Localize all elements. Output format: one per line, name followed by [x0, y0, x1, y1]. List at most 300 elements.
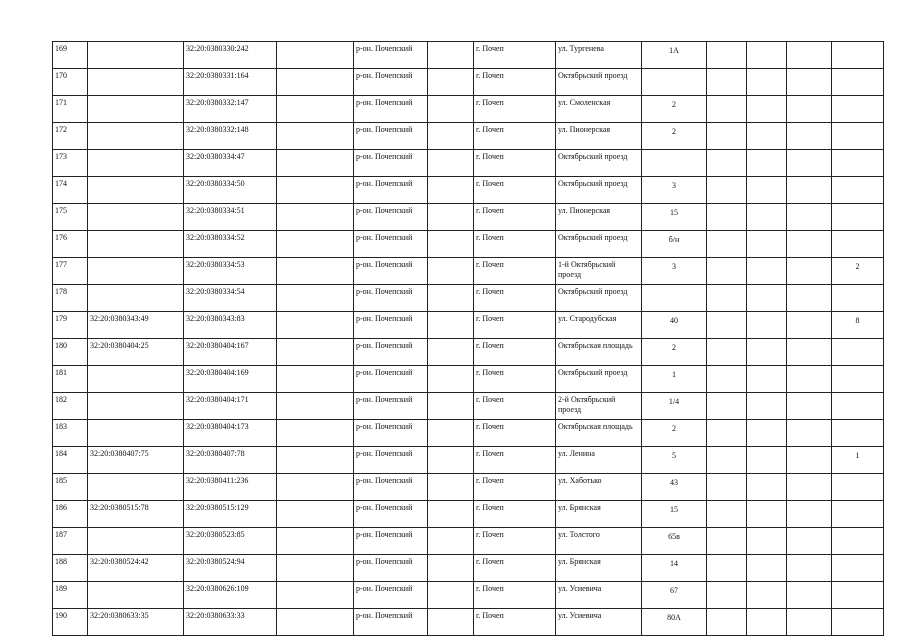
empty-cell [787, 150, 832, 177]
land-cadastral-number-cell [88, 366, 184, 393]
land-cadastral-number-cell: 32:20:0380404:25 [88, 339, 184, 366]
empty-cell [747, 204, 787, 231]
empty-cell [707, 258, 747, 285]
land-cadastral-number-cell [88, 582, 184, 609]
extra-value-cell [832, 474, 884, 501]
house-number-cell: 43 [642, 474, 707, 501]
empty-cell [787, 177, 832, 204]
empty-cell [277, 420, 354, 447]
street-cell: Октябрьский проезд [556, 231, 642, 258]
row-number-cell: 178 [53, 285, 88, 312]
house-number-cell: 1 [642, 366, 707, 393]
empty-cell [787, 69, 832, 96]
cadastral-number-cell: 32:20:0380404:171 [184, 393, 277, 420]
extra-value-cell [832, 69, 884, 96]
row-number-cell: 174 [53, 177, 88, 204]
city-cell: г. Почеп [474, 393, 556, 420]
table-row [53, 69, 884, 96]
district-cell: р-он. Почепский [354, 474, 428, 501]
row-number-cell: 171 [53, 96, 88, 123]
row-number-cell: 186 [53, 501, 88, 528]
empty-cell [787, 474, 832, 501]
empty-cell [787, 42, 832, 69]
city-cell: г. Почеп [474, 312, 556, 339]
table-row [53, 609, 884, 636]
table-row [53, 123, 884, 150]
empty-cell [707, 312, 747, 339]
empty-cell [707, 420, 747, 447]
city-cell: г. Почеп [474, 285, 556, 312]
empty-cell [277, 177, 354, 204]
row-number-cell: 183 [53, 420, 88, 447]
district-cell: р-он. Почепский [354, 501, 428, 528]
empty-cell [277, 528, 354, 555]
district-cell: р-он. Почепский [354, 285, 428, 312]
table-row [53, 231, 884, 258]
house-number-cell: б/н [642, 231, 707, 258]
cadastral-number-cell: 32:20:0380334:54 [184, 285, 277, 312]
house-number-cell [642, 69, 707, 96]
city-cell: г. Почеп [474, 528, 556, 555]
empty-cell [747, 42, 787, 69]
district-cell: р-он. Почепский [354, 339, 428, 366]
table-row [53, 285, 884, 312]
city-cell: г. Почеп [474, 609, 556, 636]
extra-value-cell: 1 [832, 447, 884, 474]
empty-cell [747, 312, 787, 339]
empty-cell [787, 447, 832, 474]
land-cadastral-number-cell [88, 69, 184, 96]
extra-value-cell [832, 42, 884, 69]
empty-cell [707, 231, 747, 258]
empty-cell [787, 204, 832, 231]
table-row [53, 528, 884, 555]
table-row [53, 204, 884, 231]
house-number-cell: 1/4 [642, 393, 707, 420]
empty-cell [707, 204, 747, 231]
land-cadastral-number-cell [88, 528, 184, 555]
empty-cell [428, 42, 474, 69]
district-cell: р-он. Почепский [354, 366, 428, 393]
cadastral-number-cell: 32:20:0380334:50 [184, 177, 277, 204]
cadastral-number-cell: 32:20:0380515:129 [184, 501, 277, 528]
row-number-cell: 184 [53, 447, 88, 474]
extra-value-cell [832, 204, 884, 231]
table-body [53, 42, 884, 636]
extra-value-cell [832, 123, 884, 150]
empty-cell [277, 69, 354, 96]
street-cell: Октябрьский проезд [556, 150, 642, 177]
city-cell: г. Почеп [474, 177, 556, 204]
land-cadastral-number-cell [88, 258, 184, 285]
table-row [53, 474, 884, 501]
cadastral-number-cell: 32:20:0380332:148 [184, 123, 277, 150]
empty-cell [787, 96, 832, 123]
land-cadastral-number-cell [88, 474, 184, 501]
cadastral-number-cell: 32:20:0380334:47 [184, 150, 277, 177]
land-cadastral-number-cell: 32:20:0380633:35 [88, 609, 184, 636]
street-cell: ул. Толстого [556, 528, 642, 555]
city-cell: г. Почеп [474, 555, 556, 582]
street-cell: ул. Тургенева [556, 42, 642, 69]
empty-cell [747, 609, 787, 636]
table-row [53, 42, 884, 69]
row-number-cell: 177 [53, 258, 88, 285]
empty-cell [277, 312, 354, 339]
empty-cell [787, 231, 832, 258]
table-row [53, 177, 884, 204]
house-number-cell: 5 [642, 447, 707, 474]
land-cadastral-number-cell [88, 285, 184, 312]
empty-cell [747, 366, 787, 393]
empty-cell [787, 339, 832, 366]
district-cell: р-он. Почепский [354, 447, 428, 474]
row-number-cell: 173 [53, 150, 88, 177]
empty-cell [707, 555, 747, 582]
extra-value-cell [832, 231, 884, 258]
district-cell: р-он. Почепский [354, 528, 428, 555]
city-cell: г. Почеп [474, 582, 556, 609]
cadastral-number-cell: 32:20:0380334:51 [184, 204, 277, 231]
empty-cell [707, 474, 747, 501]
cadastral-number-cell: 32:20:0380334:52 [184, 231, 277, 258]
house-number-cell [642, 285, 707, 312]
row-number-cell: 190 [53, 609, 88, 636]
land-cadastral-number-cell [88, 204, 184, 231]
district-cell: р-он. Почепский [354, 609, 428, 636]
cadastral-number-cell: 32:20:0380331:164 [184, 69, 277, 96]
empty-cell [428, 150, 474, 177]
city-cell: г. Почеп [474, 42, 556, 69]
house-number-cell: 15 [642, 204, 707, 231]
extra-value-cell [832, 528, 884, 555]
row-number-cell: 170 [53, 69, 88, 96]
land-cadastral-number-cell [88, 177, 184, 204]
row-number-cell: 189 [53, 582, 88, 609]
empty-cell [428, 447, 474, 474]
empty-cell [277, 393, 354, 420]
row-number-cell: 176 [53, 231, 88, 258]
cadastral-number-cell: 32:20:0380407:78 [184, 447, 277, 474]
empty-cell [277, 474, 354, 501]
empty-cell [747, 393, 787, 420]
street-cell: Октябрьская площадь [556, 420, 642, 447]
empty-cell [747, 474, 787, 501]
empty-cell [787, 123, 832, 150]
extra-value-cell [832, 150, 884, 177]
district-cell: р-он. Почепский [354, 582, 428, 609]
empty-cell [787, 501, 832, 528]
empty-cell [747, 123, 787, 150]
land-cadastral-number-cell [88, 123, 184, 150]
empty-cell [707, 123, 747, 150]
empty-cell [428, 285, 474, 312]
row-number-cell: 182 [53, 393, 88, 420]
extra-value-cell: 2 [832, 258, 884, 285]
city-cell: г. Почеп [474, 258, 556, 285]
empty-cell [747, 447, 787, 474]
empty-cell [747, 528, 787, 555]
house-number-cell: 3 [642, 177, 707, 204]
cadastral-number-cell: 32:20:0380524:94 [184, 555, 277, 582]
empty-cell [787, 258, 832, 285]
street-cell: ул. Стародубская [556, 312, 642, 339]
empty-cell [747, 96, 787, 123]
property-table [52, 41, 884, 636]
city-cell: г. Почеп [474, 69, 556, 96]
empty-cell [277, 447, 354, 474]
street-cell: Октябрьский проезд [556, 366, 642, 393]
cadastral-number-cell: 32:20:0380626:109 [184, 582, 277, 609]
land-cadastral-number-cell [88, 231, 184, 258]
empty-cell [707, 501, 747, 528]
house-number-cell: 3 [642, 258, 707, 285]
empty-cell [428, 69, 474, 96]
table-row [53, 96, 884, 123]
empty-cell [277, 609, 354, 636]
city-cell: г. Почеп [474, 123, 556, 150]
empty-cell [428, 609, 474, 636]
land-cadastral-number-cell [88, 42, 184, 69]
empty-cell [707, 177, 747, 204]
empty-cell [707, 69, 747, 96]
empty-cell [747, 231, 787, 258]
row-number-cell: 172 [53, 123, 88, 150]
city-cell: г. Почеп [474, 447, 556, 474]
empty-cell [428, 258, 474, 285]
row-number-cell: 181 [53, 366, 88, 393]
street-cell: Октябрьская площадь [556, 339, 642, 366]
house-number-cell: 2 [642, 339, 707, 366]
cadastral-number-cell: 32:20:0380334:53 [184, 258, 277, 285]
empty-cell [787, 528, 832, 555]
extra-value-cell [832, 420, 884, 447]
cadastral-number-cell: 32:20:0380404:169 [184, 366, 277, 393]
city-cell: г. Почеп [474, 366, 556, 393]
street-cell: ул. Усиевича [556, 582, 642, 609]
city-cell: г. Почеп [474, 474, 556, 501]
empty-cell [707, 150, 747, 177]
table-row [53, 258, 884, 285]
empty-cell [707, 285, 747, 312]
district-cell: р-он. Почепский [354, 204, 428, 231]
house-number-cell: 2 [642, 96, 707, 123]
empty-cell [747, 501, 787, 528]
empty-cell [428, 501, 474, 528]
city-cell: г. Почеп [474, 231, 556, 258]
street-cell: ул. Пионерская [556, 204, 642, 231]
street-cell: ул. Брянская [556, 501, 642, 528]
district-cell: р-он. Почепский [354, 177, 428, 204]
empty-cell [747, 285, 787, 312]
house-number-cell: 1А [642, 42, 707, 69]
street-cell: ул. Смоленская [556, 96, 642, 123]
empty-cell [277, 366, 354, 393]
empty-cell [428, 528, 474, 555]
empty-cell [787, 555, 832, 582]
cadastral-number-cell: 32:20:0380523:85 [184, 528, 277, 555]
empty-cell [277, 285, 354, 312]
table-row [53, 312, 884, 339]
street-cell: Октябрьский проезд [556, 69, 642, 96]
district-cell: р-он. Почепский [354, 96, 428, 123]
empty-cell [787, 312, 832, 339]
empty-cell [277, 204, 354, 231]
street-cell: Октябрьский проезд [556, 177, 642, 204]
extra-value-cell [832, 339, 884, 366]
house-number-cell: 15 [642, 501, 707, 528]
table-row [53, 366, 884, 393]
cadastral-number-cell: 32:20:0380343:83 [184, 312, 277, 339]
table-row [53, 582, 884, 609]
street-cell: 1-й Октябрьский проезд [556, 258, 642, 285]
empty-cell [747, 150, 787, 177]
empty-cell [787, 609, 832, 636]
empty-cell [747, 555, 787, 582]
empty-cell [428, 393, 474, 420]
empty-cell [747, 339, 787, 366]
district-cell: р-он. Почепский [354, 123, 428, 150]
table-row [53, 393, 884, 420]
empty-cell [787, 420, 832, 447]
row-number-cell: 169 [53, 42, 88, 69]
empty-cell [707, 366, 747, 393]
district-cell: р-он. Почепский [354, 393, 428, 420]
extra-value-cell [832, 177, 884, 204]
empty-cell [277, 339, 354, 366]
empty-cell [277, 42, 354, 69]
row-number-cell: 175 [53, 204, 88, 231]
extra-value-cell [832, 582, 884, 609]
land-cadastral-number-cell: 32:20:0380524:42 [88, 555, 184, 582]
extra-value-cell [832, 393, 884, 420]
extra-value-cell [832, 96, 884, 123]
empty-cell [277, 555, 354, 582]
district-cell: р-он. Почепский [354, 231, 428, 258]
extra-value-cell [832, 501, 884, 528]
row-number-cell: 185 [53, 474, 88, 501]
land-cadastral-number-cell [88, 393, 184, 420]
street-cell: ул. Усиевича [556, 609, 642, 636]
empty-cell [787, 393, 832, 420]
district-cell: р-он. Почепский [354, 420, 428, 447]
street-cell: ул. Брянская [556, 555, 642, 582]
empty-cell [707, 582, 747, 609]
cadastral-number-cell: 32:20:0380404:167 [184, 339, 277, 366]
house-number-cell: 2 [642, 123, 707, 150]
empty-cell [707, 528, 747, 555]
cadastral-number-cell: 32:20:0380404:173 [184, 420, 277, 447]
row-number-cell: 180 [53, 339, 88, 366]
cadastral-number-cell: 32:20:0380633:33 [184, 609, 277, 636]
district-cell: р-он. Почепский [354, 258, 428, 285]
empty-cell [787, 582, 832, 609]
empty-cell [277, 231, 354, 258]
extra-value-cell [832, 285, 884, 312]
city-cell: г. Почеп [474, 420, 556, 447]
empty-cell [428, 474, 474, 501]
land-cadastral-number-cell: 32:20:0380343:49 [88, 312, 184, 339]
row-number-cell: 187 [53, 528, 88, 555]
empty-cell [277, 96, 354, 123]
empty-cell [747, 582, 787, 609]
empty-cell [428, 177, 474, 204]
row-number-cell: 188 [53, 555, 88, 582]
empty-cell [428, 555, 474, 582]
empty-cell [787, 285, 832, 312]
table-row [53, 339, 884, 366]
row-number-cell: 179 [53, 312, 88, 339]
empty-cell [277, 123, 354, 150]
empty-cell [428, 96, 474, 123]
land-cadastral-number-cell [88, 420, 184, 447]
empty-cell [428, 123, 474, 150]
extra-value-cell [832, 366, 884, 393]
property-register-sheet [52, 41, 860, 636]
empty-cell [277, 582, 354, 609]
empty-cell [428, 339, 474, 366]
city-cell: г. Почеп [474, 501, 556, 528]
empty-cell [428, 312, 474, 339]
city-cell: г. Почеп [474, 339, 556, 366]
street-cell: 2-й Октябрьский проезд [556, 393, 642, 420]
city-cell: г. Почеп [474, 204, 556, 231]
house-number-cell: 80А [642, 609, 707, 636]
house-number-cell: 65в [642, 528, 707, 555]
district-cell: р-он. Почепский [354, 42, 428, 69]
house-number-cell: 67 [642, 582, 707, 609]
cadastral-number-cell: 32:20:0380411:236 [184, 474, 277, 501]
street-cell: ул. Хаботько [556, 474, 642, 501]
empty-cell [428, 366, 474, 393]
land-cadastral-number-cell: 32:20:0380515:78 [88, 501, 184, 528]
empty-cell [707, 42, 747, 69]
district-cell: р-он. Почепский [354, 312, 428, 339]
empty-cell [747, 420, 787, 447]
district-cell: р-он. Почепский [354, 150, 428, 177]
cadastral-number-cell: 32:20:0380332:147 [184, 96, 277, 123]
land-cadastral-number-cell [88, 96, 184, 123]
empty-cell [707, 609, 747, 636]
house-number-cell: 2 [642, 420, 707, 447]
city-cell: г. Почеп [474, 150, 556, 177]
empty-cell [428, 204, 474, 231]
street-cell: ул. Пионерская [556, 123, 642, 150]
empty-cell [787, 366, 832, 393]
district-cell: р-он. Почепский [354, 555, 428, 582]
empty-cell [277, 501, 354, 528]
extra-value-cell [832, 555, 884, 582]
land-cadastral-number-cell [88, 150, 184, 177]
empty-cell [277, 150, 354, 177]
empty-cell [277, 258, 354, 285]
district-cell: р-он. Почепский [354, 69, 428, 96]
city-cell: г. Почеп [474, 96, 556, 123]
empty-cell [707, 339, 747, 366]
table-row [53, 555, 884, 582]
street-cell: ул. Ленина [556, 447, 642, 474]
table-row [53, 150, 884, 177]
house-number-cell [642, 150, 707, 177]
empty-cell [428, 231, 474, 258]
table-row [53, 447, 884, 474]
empty-cell [747, 258, 787, 285]
extra-value-cell [832, 609, 884, 636]
extra-value-cell: 8 [832, 312, 884, 339]
empty-cell [707, 393, 747, 420]
empty-cell [747, 69, 787, 96]
cadastral-number-cell: 32:20:0380330:242 [184, 42, 277, 69]
